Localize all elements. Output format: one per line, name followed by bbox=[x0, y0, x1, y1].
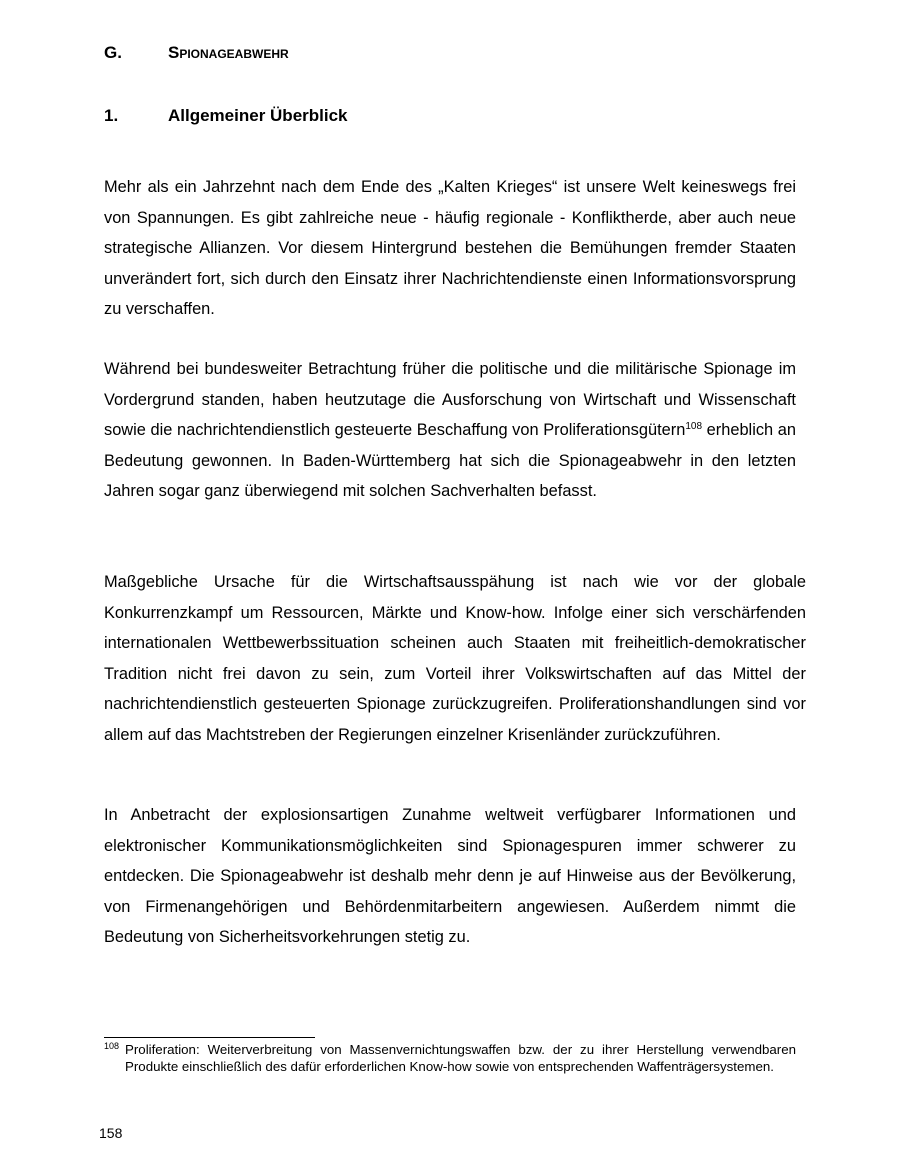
subsection-title: Allgemeiner Überblick bbox=[168, 106, 348, 125]
footnote-text: Proliferation: Weiterverbreitung von Massenvernichtungswaffen bzw. der zu ihrer Herstellung verwendbaren Produkte einschließlich des dafür erforderlichen Know-how sowie von entsprechenden Waffenträgersystemen. bbox=[125, 1042, 796, 1074]
subsection-heading bbox=[104, 105, 348, 127]
section-title: Spionageabwehr bbox=[168, 43, 289, 62]
paragraph-1: Mehr als ein Jahrzehnt nach dem Ende des „Kalten Krieges“ ist unsere Welt keineswegs frei von Spannungen. Es gibt zahlreiche neue - häufig regionale - Konfliktherde, aber auch neue strategische Allianzen. Vor diesem Hintergrund bestehen die Bemühungen fremder Staaten unverändert fort, sich durch den Einsatz ihrer Nachrichtendienste einen Informationsvorsprung zu verschaffen. bbox=[104, 178, 796, 318]
paragraph-4: In Anbetracht der explosionsartigen Zunahme weltweit verfügbarer Informationen und elektronischer Kommunikationsmöglichkeiten sind Spionagespuren immer schwerer zu entdecken. Die Spionageabwehr ist deshalb mehr denn je auf Hinweise aus der Bevölkerung, von Firmenangehörigen und Behördenmitarbeitern angewiesen. Außerdem nimmt die Bedeutung von Sicherheitsvorkehrungen stetig zu. bbox=[104, 806, 796, 946]
paragraph-2 bbox=[104, 354, 796, 507]
footnote-number: 108 bbox=[104, 1041, 120, 1051]
footnote-separator bbox=[104, 1037, 315, 1038]
section-letter: G. bbox=[104, 43, 122, 62]
footnote-reference: 108 bbox=[685, 421, 703, 432]
footnote bbox=[104, 1041, 796, 1075]
paragraph-2-text-after: erheblich an Bedeutung gewonnen. In Baden-Württemberg hat sich die Spionageabwehr in den letzten Jahren sogar ganz überwiegend mit solchen Sachverhalten befasst. bbox=[104, 421, 796, 500]
section-heading bbox=[104, 42, 289, 64]
subsection-number: 1. bbox=[104, 106, 119, 125]
page-number: 158 bbox=[99, 1125, 123, 1141]
paragraph-3: Maßgebliche Ursache für die Wirtschaftsausspähung ist nach wie vor der globale Konkurrenzkampf um Ressourcen, Märkte und Know-how. Infolge einer sich verschärfenden internationalen Wettbewerbssituation scheinen auch Staaten mit freiheitlich-demokratischer Tradition nicht frei davon zu sein, zum Vorteil ihrer Volkswirtschaften auf das Mittel der nachrichtendienstlich gesteuerten Spionage zurückzugreifen. Proliferationshandlungen sind vor allem auf das Machtstreben der Regierungen einzelner Krisenländer zurückzuführen. bbox=[104, 573, 806, 744]
paragraph-2-text-before: Während bei bundesweiter Betrachtung früher die politische und die militärische Spionage im Vordergrund standen, haben heutzutage die Ausforschung von Wirtschaft und Wissenschaft sowie die nachrichtendienstlich gesteuerte Beschaffung von Proliferationsgütern bbox=[104, 360, 796, 439]
